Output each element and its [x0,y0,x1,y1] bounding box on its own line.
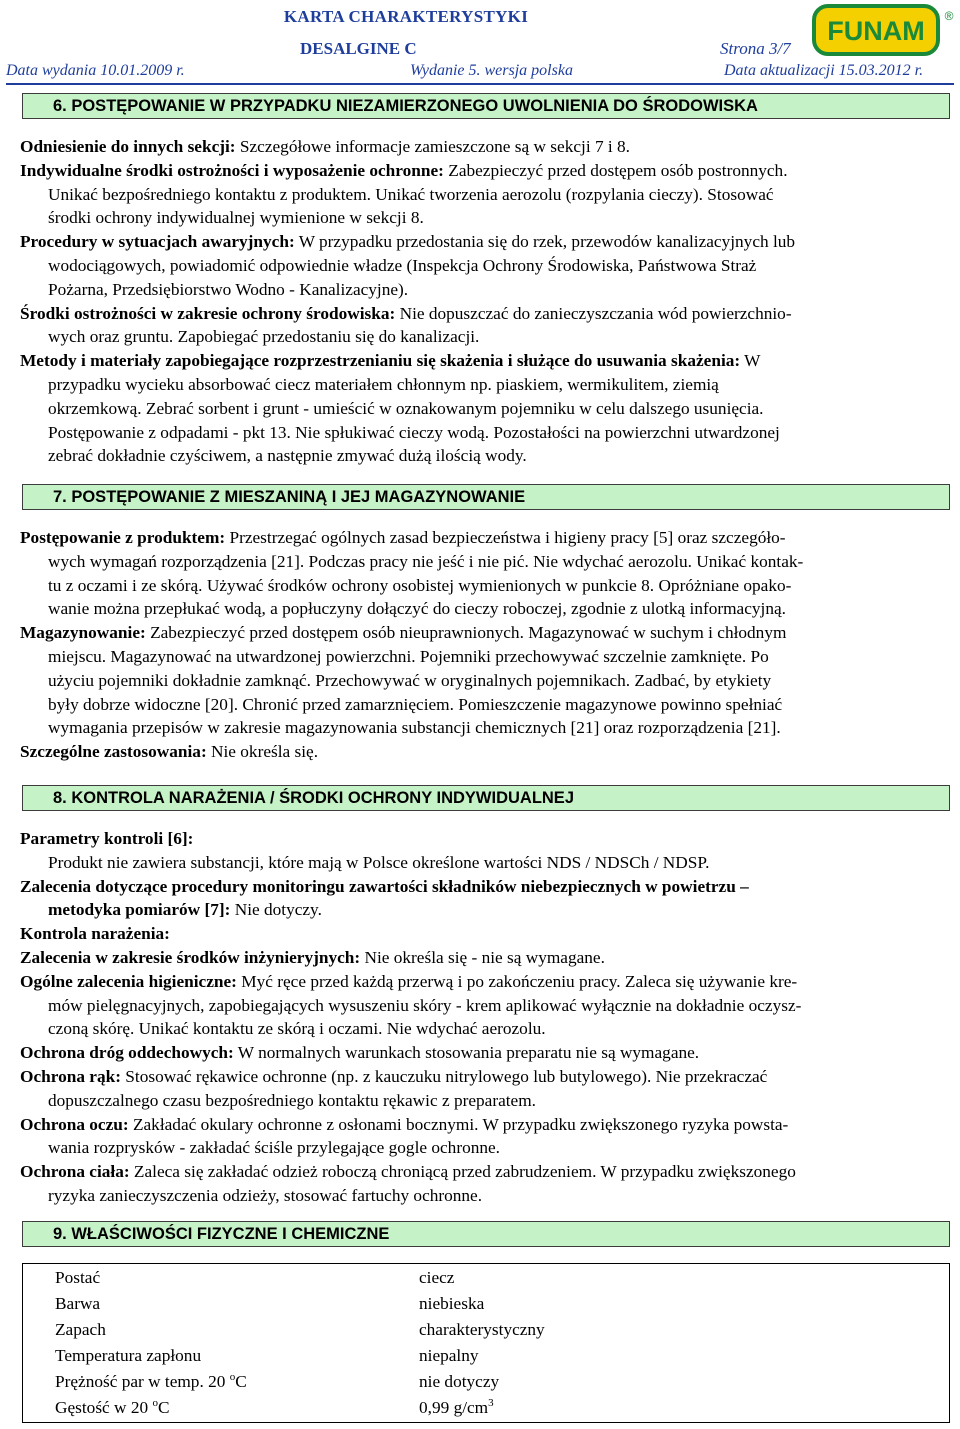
property-name: Prężność par w temp. 20 $^o$C [55,1371,247,1391]
section-7-title: 7. POSTĘPOWANIE Z MIESZANINĄ I JEJ MAGAZYNOWANIE [53,488,526,506]
s8-params-label: Parametry kontroli [6]: [20,829,194,848]
update-date: Data aktualizacji 15.03.2012 r. [724,62,924,79]
header-rule [6,83,954,85]
property-name: Barwa [55,1294,101,1313]
table-row [23,1372,949,1398]
s8-exposure-label: Kontrola narażenia: [20,924,170,944]
s6-ppe: Indywidualne środki ostrożności i wyposażenie ochronne: Zabezpieczyć przed dostępem osób postronnych. Unikać bezpośredniego kontaktu z produktem. Unikać tworzenia aerozolu (rozpylania cieczy). Stosować środki ochrony indywidualnej wymienione w sekcji 8. [20,160,788,228]
s8-monitoring: Zalecenia dotyczące procedury monitoringu zawartości składników niebezpiecznych w powietrzu – metodyka pomiarów [7]: Nie dotyczy. [20,876,749,920]
s8-engineering: Zalecenia w zakresie środków inżynieryjnych: Nie określa się - nie są wymagane. [20,947,605,967]
section-8-title: 8. KONTROLA NARAŻENIA / ŚRODKI OCHRONY INDYWIDUALNEJ [53,789,574,807]
property-name: Temperatura zapłonu [55,1346,202,1365]
section-6-body [20,135,942,468]
s7-special-use: Szczególne zastosowania: Nie określa się. [20,742,319,762]
section-9-title: 9. WŁAŚCIWOŚCI FIZYCZNE I CHEMICZNE [53,1225,390,1243]
table-row [23,1268,949,1294]
property-value: nie dotyczy [419,1372,500,1391]
property-value: 0,99 $g/cm^3$ [419,1397,494,1417]
section-8-heading [22,785,950,811]
property-value: charakterystyczny [419,1320,545,1339]
properties-table [22,1263,950,1423]
section-6-heading [22,93,950,119]
table-row [23,1346,949,1372]
section-7-body [20,526,942,764]
property-name: Postać [55,1268,101,1287]
s8-respiratory: Ochrona dróg oddechowych: W normalnych warunkach stosowania preparatu nie są wymagane. [20,1043,700,1063]
section-9-heading [22,1221,950,1247]
table-row [23,1398,949,1424]
issue-date: Data wydania 10.01.2009 r. [6,62,185,79]
funam-logo [812,4,956,56]
section-7-heading [22,484,950,510]
s8-params-text: Produkt nie zawiera substancji, które mają w Polsce określone wartości NDS / NDSCh / NDSP. [48,852,710,872]
table-row [23,1294,949,1320]
s6-methods: Metody i materiały zapobiegające rozprzestrzenianiu się skażenia i służące do usuwania skażenia: W przypadku wycieku absorbować ciecz materiałem chłonnym np. piaskiem, wermikulitem, ziemią okrzemkową. Zebrać sorbent i grunt - umieścić w oznakowanym pojemniku w celu dalszego usunięcia. Postępowanie z odpadami - pkt 13. Nie spłukiwać cieczy wodą. Pozostałości na powierzchni utwardzonej zebrać dokładnie czyściwem, a następnie zmywać dużą ilością wody. [20,351,780,466]
s6-reference: Odniesienie do innych sekcji: Szczegółowe informacje zamieszczone są w sekcji 7 i 8. [20,137,630,156]
s8-hygiene: Ogólne zalecenia higieniczne: Myć ręce przed każdą przerwą i po zakończeniu pracy. Zaleca się używanie kre- mów pielęgnacyjnych, zapobiegających wysuszeniu skóry - krem aplikować wyłącznie na dokładnie oczysz- czoną skórę. Unikać kontaktu ze skórą i oczami. Nie wdychać aerozolu. [20,971,802,1039]
s7-storage: Magazynowanie: Zabezpieczyć przed dostępem osób nieuprawnionych. Magazynować w suchym i chłodnym miejscu. Magazynować na utwardzonej powierzchni. Pojemniki przechowywać szczelnie zamknięte. Po użyciu pojemniki dokładnie zamknąć. Przechowywać w oryginalnych pojemnikach. Zadbać, by etykiety były dobrze widoczne [20]. Chronić przed zamarznięciem. Pomieszczenie magazynowe powinno spełniać wymagania przepisów w zakresie magazynowania substancji chemicznych [21] oraz rozporządzenia [21]. [20,623,787,738]
s8-hands: Ochrona rąk: Stosować rękawice ochronne (np. z kauczuku nitrylowego lub butylowego). Nie przekraczać dopuszczalnego czasu bezpośredniego kontaktu rękawic z preparatem. [20,1066,768,1110]
logo-text: FUNAM [827,16,925,46]
s6-environment: Środki ostrożności w zakresie ochrony środowiska: Nie dopuszczać do zanieczyszczania wód powierzchnio- wych oraz gruntu. Zapobiegać przedostaniu się do kanalizacji. [20,303,792,347]
property-name: Gęstość w 20 $^o$C [55,1397,170,1417]
logo-registered-mark: ® [944,9,954,23]
product-name: DESALGINE C [300,39,417,58]
property-value: ciecz [419,1268,455,1287]
property-name: Zapach [55,1320,106,1339]
property-value: niebieska [419,1294,485,1313]
edition: Wydanie 5. wersja polska [410,62,573,79]
property-value: niepalny [419,1346,479,1365]
document-title: KARTA CHARAKTERYSTYKI [283,7,529,26]
table-row [23,1320,949,1346]
section-8-body [20,827,942,1208]
document-header [6,4,954,82]
page-number: Strona 3/7 [720,39,791,58]
s8-body: Ochrona ciała: Zaleca się zakładać odzież roboczą chroniącą przed zabrudzeniem. W przypadku zwiększonego ryzyka zanieczyszczenia odzieży, stosować fartuchy ochronne. [20,1162,796,1205]
section-6-title: 6. POSTĘPOWANIE W PRZYPADKU NIEZAMIERZONEGO UWOLNIENIA DO ŚRODOWISKA [53,97,758,115]
s8-eyes: Ochrona oczu: Zakładać okulary ochronne z osłonami bocznymi. W przypadku zwiększonego ryzyka powsta- wania rozprysków - zakładać ściśle przylegające gogle ochronne. [20,1114,789,1158]
s7-handling: Postępowanie z produktem: Przestrzegać ogólnych zasad bezpieczeństwa i higieny pracy [5] oraz szczegóło- wych wymagań rozporządzenia [21]. Podczas pracy nie jeść i nie pić. Nie wdychać aerozolu. Unikać kontak- tu z oczami i ze skórą. Używać środków ochrony osobistej wymienionych w punkcie 8. Opróżniane opako- wanie można przepłukać wodą, a popłuczyny dołączyć do cieczy roboczej, zgodnie z ulotką informacyjną. [20,528,804,619]
s6-emergency: Procedury w sytuacjach awaryjnych: W przypadku przedostania się do rzek, przewodów kanalizacyjnych lub wodociągowych, powiadomić odpowiednie władze (Inspekcja Ochrony Środowiska, Państwowa Straż Pożarna, Przedsiębiorstwo Wodno - Kanalizacyjne). [20,232,796,299]
